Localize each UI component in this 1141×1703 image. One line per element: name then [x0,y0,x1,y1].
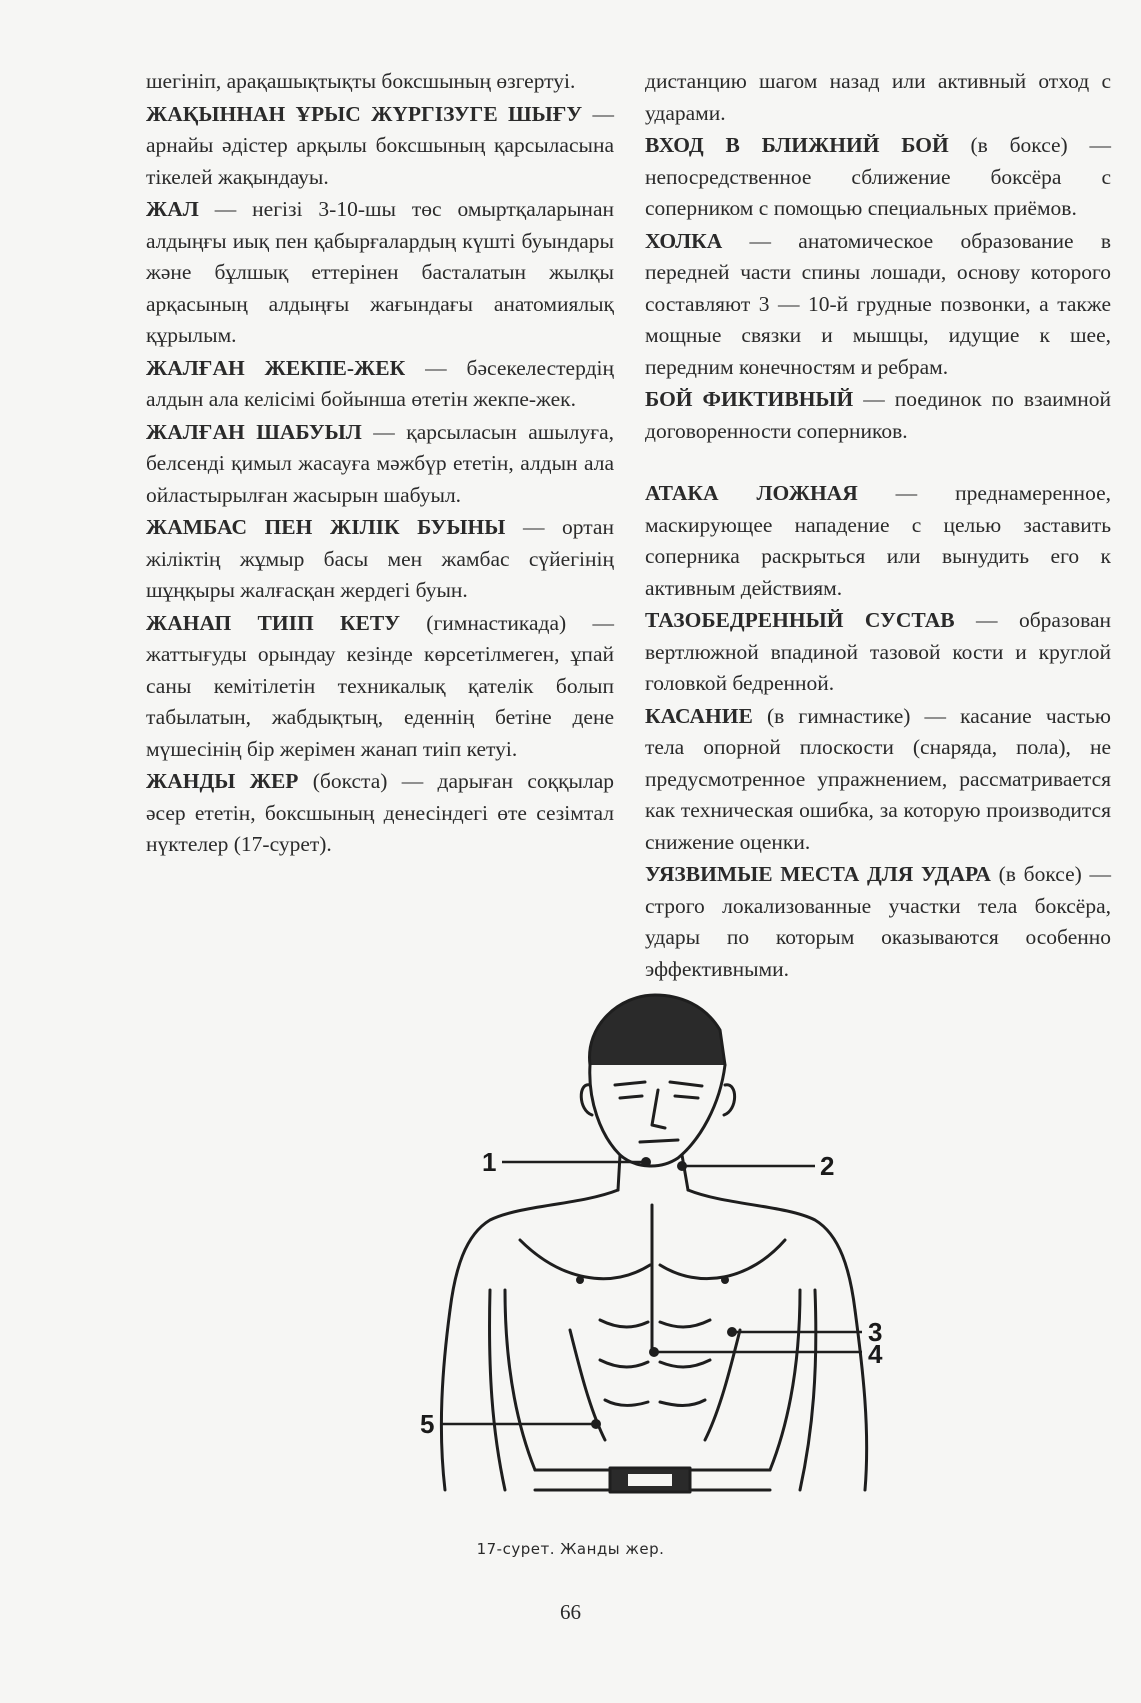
entry-term: ТАЗОБЕДРЕННЫЙ СУСТАВ [645,608,955,632]
entry-definition: (в гимнастике) — касание частью тела опорной плоскости (снаряда, пола), не предусмотренное упражнением, рассматривается как техническая ошибка, за которую производится снижение оценки. [645,703,1111,854]
page-number: 66 [560,1600,581,1624]
entry-term: ВХОД В БЛИЖНИЙ БОЙ [645,133,949,157]
entry-term: АТАКА ЛОЖНАЯ [645,481,858,505]
entry-definition: — қарсыласын ашылуға, белсенді қимыл жасауға мәжбүр ететін, алдын ала ойластырылған жасырын шабуыл. [146,419,614,507]
entry-definition: — бәсекелестердің алдын ала келісімі бойынша өтетін жекпе-жек. [146,355,614,411]
entry-term: ЖАЛҒАН ЖЕКПЕ-ЖЕК [146,355,406,380]
entry-term: УЯЗВИМЫЕ МЕСТА ДЛЯ УДАРА [645,862,991,886]
callout-3: 3 [868,1317,883,1347]
entry-definition: (в боксе) — непосредственное сближение боксёра с соперником с помощью специальных приёмов. [645,133,1111,220]
entry-boi-fiktivnyi [645,384,1111,447]
entry-definition: — арнайы әдістер арқылы боксшының қарсыласына тікелей жақындауы. [146,101,614,189]
entry-definition: — ортан жіліктің жұмыр басы мен жамбас сүйегінің шұңқыры жалғасқан жердегі буын. [146,515,614,602]
entry-zhalgan-zhekpe-zhek [146,353,614,416]
entry-term: ЖАНДЫ ЖЕР [146,769,299,793]
entry-term: ЖАЛ [146,197,199,221]
entry-zhambas [146,512,614,607]
entry-continuation: дистанцию шагом назад или активный отход с ударами. [645,69,1111,125]
entry-ataka-lozhnaya [645,478,1111,604]
callout-2: 2 [820,1151,835,1181]
entry-term: ЖАНАП ТИІП КЕТУ [146,610,401,635]
entry-definition: — образован вертлюжной впадиной тазовой кости и круглой головкой бедренной. [645,608,1111,695]
boxer-figure [420,990,910,1520]
entry-tazobedrennyi [645,605,1111,700]
entry-zhakynnan [146,99,614,194]
entry-continuation: шегініп, арақашықтықты боксшының өзгертуі. [146,69,576,93]
entry-kholka [645,226,1111,384]
entry-definition: (гимнастикада) — жаттығуды орындау кезінде көрсетілмеген, ұпай саны кемітілетін техникалық қателік болып табылатын, жабдықтың, еденнің бетіне дене мүшесінің бір жерімен жанап тиіп кетуі. [146,610,614,761]
figure-caption: 17-сурет. Жанды жер. [476,1540,665,1558]
entry-uyazvimye-mesta [645,859,1111,985]
entry-term: ЖАЛҒАН ШАБУЫЛ [146,419,362,444]
entry-term: КАСАНИЕ [645,703,753,728]
callout-5: 5 [420,1409,435,1439]
callout-1: 1 [482,1147,497,1177]
entry-definition: (в боксе) — строго локализованные участки тела боксёра, удары по которым оказываются особенно эффективными. [645,862,1111,981]
boxer-torso-illustration [420,990,910,1520]
right-column [645,66,1111,986]
entry-zhal [146,194,614,352]
entry-term: ЖАМБАС ПЕН ЖІЛІК БУЫНЫ [146,515,506,539]
entry-term: БОЙ ФИКТИВНЫЙ [645,387,854,411]
entry-definition: — поединок по взаимной договоренности соперников. [645,387,1111,443]
entry-vkhod [645,130,1111,225]
entry-zhandy-zher [146,766,614,861]
callout-4: 4 [868,1339,883,1369]
entry-definition: — негізі 3-10-шы төс омыртқаларынан алдыңғы иық пен қабырғалардың күшті буындары және бұлшық еттерінен басталатын жылқы арқасының алдыңғы жағындағы анатомиялық құрылым. [146,197,614,347]
entry-zhanap [146,608,614,766]
entry-term: ХОЛКА [645,228,723,253]
entry-zhalgan-shabuyl [146,417,614,512]
entry-term: ЖАҚЫННАН ҰРЫС ЖҮРГІЗУГЕ ШЫҒУ [146,101,583,126]
entry-kasanie [645,701,1111,859]
entry-definition: (бокста) — дарыған соққылар әсер ететін, боксшының денесіндегі өте сезімтал нүктелер (17-сурет). [146,769,614,856]
entry-definition: — анатомическое образование в передней части спины лошади, основу которого составляют 3 — 10-й грудные позвонки, а также мощные связки и мышцы, идущие к шее, передним конечностям и ребрам. [645,228,1111,379]
left-column [146,66,614,862]
entry-definition: — преднамеренное, маскирующее нападение с целью заставить соперника раскрыться или вынудить его к активным действиям. [645,481,1111,600]
